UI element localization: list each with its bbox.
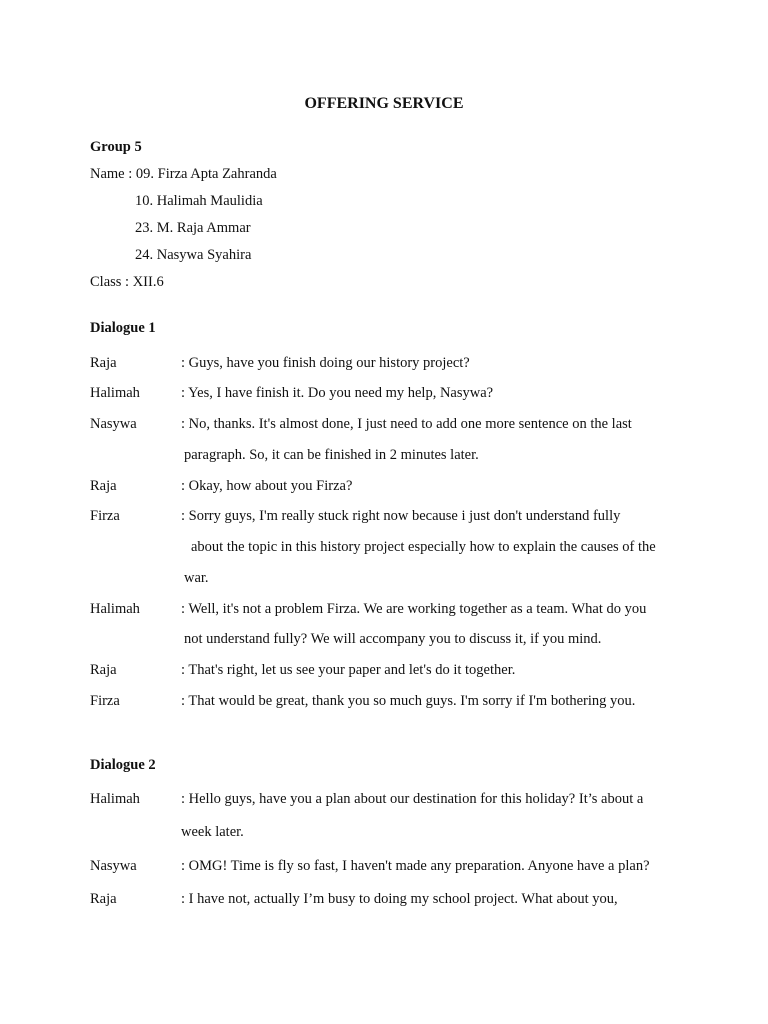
member-line: 23. M. Raja Ammar <box>135 220 251 236</box>
dialogue-line: : Yes, I have finish it. Do you need my help, Nasywa? <box>181 385 494 401</box>
dialogue-line: paragraph. So, it can be finished in 2 minutes later. <box>184 447 479 463</box>
speaker-name: Raja <box>90 662 117 678</box>
dialogue-line: : Well, it's not a problem Firza. We are working together as a team. What do you <box>181 601 647 617</box>
speaker-name: Nasywa <box>90 858 137 874</box>
speaker-name: Halimah <box>90 601 140 617</box>
dialogue-line: : No, thanks. It's almost done, I just need to add one more sentence on the last <box>181 416 632 432</box>
dialogue-line: : OMG! Time is fly so fast, I haven't made any preparation. Anyone have a plan? <box>181 858 650 874</box>
dialogue-line: : Guys, have you finish doing our history project? <box>181 355 470 371</box>
speaker-name: Halimah <box>90 791 140 807</box>
document-title: OFFERING SERVICE <box>304 95 464 112</box>
speaker-name: Nasywa <box>90 416 137 432</box>
speaker-name: Halimah <box>90 385 140 401</box>
member-line: 10. Halimah Maulidia <box>135 193 263 209</box>
dialogue-heading: Dialogue 2 <box>90 757 156 773</box>
group-label: Group 5 <box>90 139 142 155</box>
dialogue-line: war. <box>184 570 209 586</box>
dialogue-line: : Okay, how about you Firza? <box>181 478 353 494</box>
dialogue-line: week later. <box>181 824 244 840</box>
speaker-name: Firza <box>90 693 120 709</box>
dialogue-line: : That's right, let us see your paper and let's do it together. <box>181 662 516 678</box>
dialogue-line: : That would be great, thank you so much guys. I'm sorry if I'm bothering you. <box>181 693 636 709</box>
dialogue-line: : Sorry guys, I'm really stuck right now because i just don't understand fully <box>181 508 621 524</box>
member-line: 24. Nasywa Syahira <box>135 247 252 263</box>
dialogue-line: not understand fully? We will accompany you to discuss it, if you mind. <box>184 631 602 647</box>
dialogue-line: about the topic in this history project especially how to explain the causes of the <box>191 539 656 555</box>
member-line: Name : 09. Firza Apta Zahranda <box>90 166 277 182</box>
dialogue-heading: Dialogue 1 <box>90 320 156 336</box>
speaker-name: Raja <box>90 478 117 494</box>
class-label: Class : XII.6 <box>90 274 164 290</box>
dialogue-line: : Hello guys, have you a plan about our destination for this holiday? It’s about a <box>181 791 644 807</box>
speaker-name: Raja <box>90 355 117 371</box>
speaker-name: Firza <box>90 508 120 524</box>
speaker-name: Raja <box>90 891 117 907</box>
dialogue-line: : I have not, actually I’m busy to doing my school project. What about you, <box>181 891 618 907</box>
